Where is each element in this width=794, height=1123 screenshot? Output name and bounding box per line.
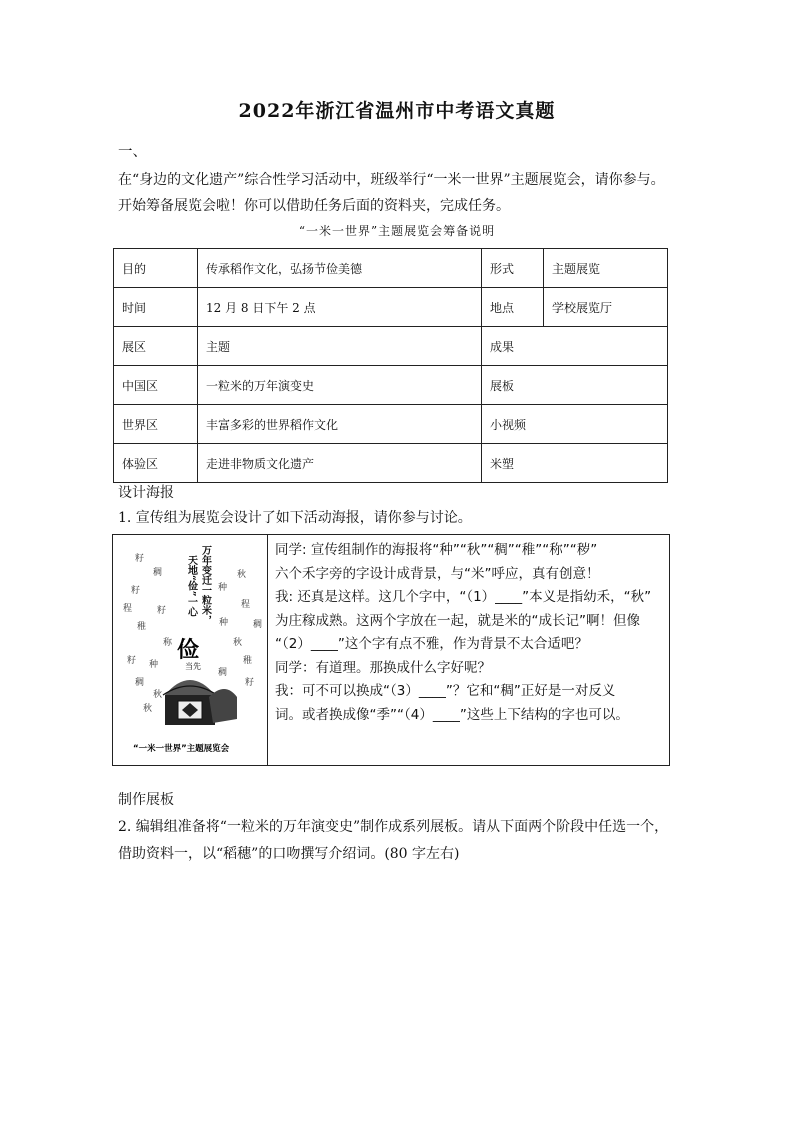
question-2-line-1: 2. 编辑组准备将“一粒米的万年演变史”制作成系列展板。请从下面两个阶段中任选一个， [118,819,669,835]
poster-char: 稠 [218,668,228,678]
poster-char: 籽 [245,678,255,688]
poster-char: 秋 [143,704,153,714]
table-cell: 世界区 [114,405,198,444]
table-cell: 12 月 8 日下午 2 点 [198,288,482,327]
poster-char: 稠 [135,678,145,688]
intro-line-1: 在“身边的文化遗产”综合性学习活动中，班级举行“一米一世界”主题展览会，请你参与。 [118,172,665,188]
table-row [114,405,668,444]
dialog-line: 我: 还真是这样。这几个字中，“（1）____”本义是指幼禾，“秋” [275,589,652,605]
table-cell: 小视频 [482,405,668,444]
dialog-line: 同学：有道理。那换成什么字好呢？ [275,659,491,676]
poster-char: 秋 [233,638,243,648]
poster-char: 种 [218,583,228,593]
intro-line-2: 开始筹备展览会啦！你可以借助任务后面的资料夹，完成任务。 [118,198,510,214]
table-cell: 成果 [482,327,668,366]
poster-slogan-mid: 天地“俭”一心 [185,555,197,617]
poster-char: 秋 [153,690,163,700]
table-cell: 体验区 [114,444,198,483]
question-1: 1. 宣传组为展览会设计了如下活动海报，请你参与讨论。 [118,510,472,526]
table-caption: “一米一世界”主题展览会筹备说明 [298,224,496,238]
poster-image [113,535,268,765]
table-row [114,288,668,327]
poster-char: 程 [123,604,133,614]
preparation-table [113,248,668,483]
table-cell: 走进非物质文化遗产 [198,444,482,483]
table-cell: 主题 [198,327,482,366]
dialog-line: 词。或者换成像“季”“（4）____”这些上下结构的字也可以。 [275,706,629,723]
dialog-line: “（2）____”这个字有点不雅，作为背景不太合适吧？ [275,636,588,652]
table-row [114,249,668,288]
poster-char: 籽 [135,554,145,564]
discussion-dialog [275,539,667,727]
poster-char: 种 [149,660,159,670]
table-cell: 地点 [482,288,544,327]
dialog-line: 为庄稼成熟。这两个字放在一起，就是米的“成长记”啊！但像 [275,612,640,629]
table-cell: 时间 [114,288,198,327]
make-board-heading: 制作展板 [118,792,174,808]
table-cell: 形式 [482,249,544,288]
table-cell: 一粒米的万年演变史 [198,366,482,405]
poster-char: 稠 [253,620,263,630]
section-number: 一、 [118,144,147,160]
poster-slogan-top: 万年变迁一粒米， [199,545,211,625]
table-cell: 目的 [114,249,198,288]
table-cell: 米塑 [482,444,668,483]
table-cell: 中国区 [114,366,198,405]
table-cell: 传承稻作文化，弘扬节俭美德 [198,249,482,288]
poster-char: 稚 [137,622,147,632]
table-cell: 学校展览厅 [544,288,668,327]
table-cell: 主题展览 [544,249,668,288]
poster-char: 秋 [237,570,247,580]
design-poster-heading: 设计海报 [118,485,174,501]
table-cell: 丰富多彩的世界稻作文化 [198,405,482,444]
poster-char: 称 [163,638,173,648]
poster-char: 稠 [153,568,163,578]
table-row [114,444,668,483]
poster-char: 种 [219,618,229,628]
poster-big-char: 俭 [177,637,200,663]
poster-char: 籽 [157,606,167,616]
poster-char: 籽 [127,656,137,666]
table-cell: 展板 [482,366,668,405]
rice-bowl-icon [163,680,237,725]
table-row [114,327,668,366]
poster-char: 程 [241,600,251,610]
dialog-line: 六个禾字旁的字设计成背景，与“米”呼应，真有创意！ [275,565,600,582]
poster-char: 稚 [243,656,253,666]
poster-sub-char: 当先 [185,662,201,671]
dialog-line: 同学: 宣传组制作的海报将“种”“秋”“稠”“稚”“称”“秽” [275,542,598,558]
question-2-line-2: 借助资料一，以“稻穗”的口吻撰写介绍词。(80 字左右) [118,846,460,862]
table-cell: 展区 [114,327,198,366]
dialog-line: 我：可不可以换成“（3）____”？它和“稠”正好是一对反义 [275,683,616,699]
poster-bottom-title: “一米一世界”主题展览会 [133,744,230,754]
poster-discussion-box [112,534,670,766]
page-title: 2022年浙江省温州市中考语文真题 [238,100,556,122]
table-row [114,366,668,405]
poster-char: 籽 [131,586,141,596]
